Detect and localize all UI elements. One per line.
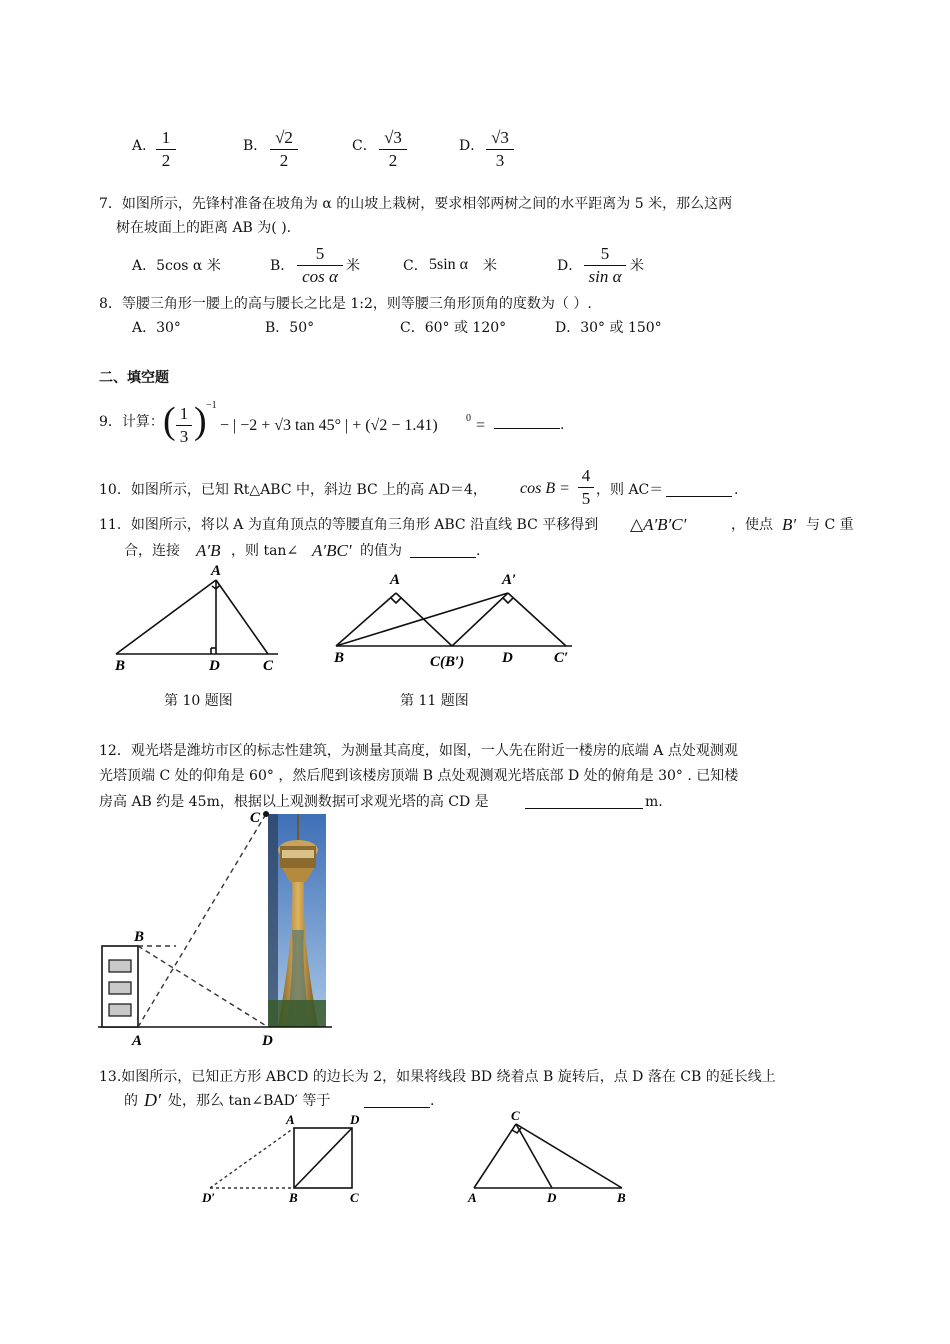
q7-option-d-label: D．	[557, 258, 583, 274]
q7-d-num: 5	[600, 244, 610, 263]
q7-option-c-unit: 米	[483, 258, 497, 274]
fig14-label-a: A	[468, 1190, 477, 1205]
q6-c-den: 2	[388, 151, 398, 170]
q10-fraction	[578, 466, 594, 509]
q6-option-a-label: A．	[132, 138, 157, 154]
fig14-label-c: C	[511, 1108, 520, 1123]
fig13-label-dprime: D′	[202, 1190, 216, 1205]
q10-tail: ，则 AC＝	[596, 482, 664, 498]
section-heading: 二、填空题	[99, 370, 169, 386]
fig14-label-b: B	[617, 1190, 626, 1205]
q9-paren-open: (	[163, 400, 176, 442]
q7-option-c-expr: 5sin α	[429, 256, 469, 273]
q12-answer-blank[interactable]	[525, 808, 643, 809]
figure-10-caption: 第 10 题图	[164, 693, 233, 709]
fig13-label-a: A	[286, 1112, 295, 1127]
q6-option-d-fraction	[486, 128, 514, 171]
q11-line2b: ，则 tan∠	[231, 543, 299, 559]
q11-end: .	[476, 543, 481, 559]
q10-answer-blank[interactable]	[666, 496, 732, 497]
q9-fraction	[176, 404, 192, 447]
q9-paren-close: )	[194, 400, 207, 442]
q9-frac-num: 1	[179, 404, 189, 423]
q6-option-c-fraction	[379, 128, 407, 171]
q8-option-a: A．30°	[132, 320, 181, 336]
q6-b-num: √2	[275, 128, 293, 147]
q13-line1: 13.如图所示，已知正方形 ABCD 的边长为 2，如果将线段 BD 绕着点 B 旋转后，点 D 落在 CB 的延长线上	[99, 1069, 776, 1085]
q6-d-num: √3	[491, 128, 509, 147]
fig10-label-b: B	[115, 658, 126, 674]
q9-end: .	[560, 417, 565, 433]
fig12-label-a: A	[132, 1033, 143, 1049]
fig11-label-aprime: A′	[502, 572, 517, 588]
fig13-label-c: C	[350, 1190, 359, 1205]
q8-option-d: D．30° 或 150°	[555, 320, 662, 336]
q7-option-b-unit: 米	[346, 258, 360, 274]
q6-a-den: 2	[161, 151, 171, 170]
q6-a-num: 1	[161, 128, 171, 147]
q9-equals: =	[476, 417, 486, 434]
q9-expression: − | −2 + √3 tan 45° | + (√2 − 1.41)	[220, 417, 438, 434]
q7-stem-line1: 7．如图所示，先锋村准备在坡角为 α 的山坡上栽树，要求相邻两树之间的水平距离为 5 米，那么这两	[99, 196, 733, 212]
q7-d-den: sin α	[588, 267, 622, 286]
q6-c-num: √3	[384, 128, 402, 147]
fig10-label-a: A	[211, 563, 222, 579]
q11-apb: A′B	[196, 541, 221, 560]
q6-b-den: 2	[279, 151, 289, 170]
fig11-label-cbprime: C(B′)	[430, 654, 465, 670]
q11-apbcp: A′BC′	[312, 541, 352, 560]
q10-frac-num: 4	[581, 466, 591, 485]
q6-option-b-fraction	[270, 128, 298, 171]
q11-line1b: ，使点	[731, 517, 773, 533]
q8-option-c: C．60° 或 120°	[400, 320, 507, 336]
q11-triangle: △A′B′C′	[630, 515, 687, 534]
q12-unit: m.	[645, 794, 663, 810]
q7-option-c-label: C．	[403, 258, 428, 274]
fig13-label-b: B	[289, 1190, 298, 1205]
figure-11	[330, 562, 578, 676]
q9-answer-blank[interactable]	[494, 428, 560, 429]
q11-line1a: 11．如图所示，将以 A 为直角顶点的等腰直角三角形 ABC 沿直线 BC 平移得到	[99, 517, 599, 533]
figure-13	[196, 1110, 376, 1210]
q6-option-c-label: C．	[352, 138, 377, 154]
q7-option-d-unit: 米	[630, 258, 644, 274]
q7-option-b-label: B．	[270, 258, 295, 274]
q10-end: .	[734, 482, 739, 498]
q11-line1c: 与 C 重	[806, 517, 854, 533]
q6-d-den: 3	[495, 151, 505, 170]
fig14-label-d: D	[547, 1190, 557, 1205]
fig11-label-a: A	[390, 572, 401, 588]
q10-stem: 10．如图所示，已知 Rt△ABC 中，斜边 BC 上的高 AD＝4，	[99, 482, 487, 498]
fig10-label-c: C	[263, 658, 274, 674]
q8-stem: 8．等腰三角形一腰上的高与腰长之比是 1:2，则等腰三角形顶角的度数为（ ）.	[99, 296, 592, 312]
q9-prefix: 9．计算：	[99, 414, 164, 430]
fig11-label-d: D	[502, 650, 513, 666]
fig12-label-d: D	[262, 1033, 273, 1049]
q10-cos: cos B =	[520, 480, 570, 497]
q6-option-b-label: B．	[243, 138, 268, 154]
q7-option-a: A．5cos α 米	[132, 258, 221, 274]
fig13-label-d: D	[350, 1112, 360, 1127]
q9-exponent-zero: 0	[466, 413, 471, 424]
q7-option-b-fraction	[297, 244, 343, 287]
q13-line2a: 的	[124, 1093, 138, 1109]
figure-11-caption: 第 11 题图	[400, 693, 469, 709]
q12-line1: 12．观光塔是潍坊市区的标志性建筑，为测量其高度，如图，一人先在附近一楼房的底端 A 点处观测观	[99, 743, 738, 759]
q10-frac-den: 5	[581, 489, 591, 508]
q13-dprime: D′	[144, 1090, 161, 1110]
q7-option-d-fraction	[584, 244, 626, 287]
q12-line2: 光塔顶端 C 处的仰角是 60° ，然后爬到该楼房顶端 B 点处观测观光塔底部 D 处的俯角是 30° . 已知楼	[99, 768, 739, 784]
q7-b-num: 5	[315, 244, 325, 263]
fig12-label-b: B	[134, 929, 145, 945]
q9-frac-den: 3	[179, 427, 189, 446]
q13-answer-blank[interactable]	[364, 1107, 430, 1108]
fig12-label-c: C	[250, 810, 261, 826]
q6-option-d-label: D．	[459, 138, 485, 154]
q8-option-b: B．50°	[265, 320, 315, 336]
q6-option-a-fraction	[156, 128, 176, 171]
q11-answer-blank[interactable]	[410, 557, 476, 558]
fig11-label-b: B	[334, 650, 345, 666]
q11-line2c: 的值为	[360, 543, 402, 559]
q13-end: .	[430, 1093, 435, 1109]
q13-line2b: 处，那么 tan∠BAD′ 等于	[168, 1093, 331, 1109]
q12-line3: 房高 AB 约是 45m，根据以上观测数据可求观光塔的高 CD 是	[99, 794, 489, 810]
q11-line2a: 合，连接	[124, 543, 180, 559]
q9-exponent: −1	[206, 400, 217, 411]
q11-bprime: B′	[782, 515, 797, 534]
figure-10	[108, 562, 288, 676]
fig10-label-d: D	[209, 658, 220, 674]
fig11-label-cprime: C′	[554, 650, 569, 666]
figure-12	[96, 810, 336, 1050]
figure-14	[460, 1106, 640, 1210]
q7-stem-line2: 树在坡面上的距离 AB 为( ).	[116, 220, 292, 236]
q7-b-den: cos α	[302, 267, 338, 286]
